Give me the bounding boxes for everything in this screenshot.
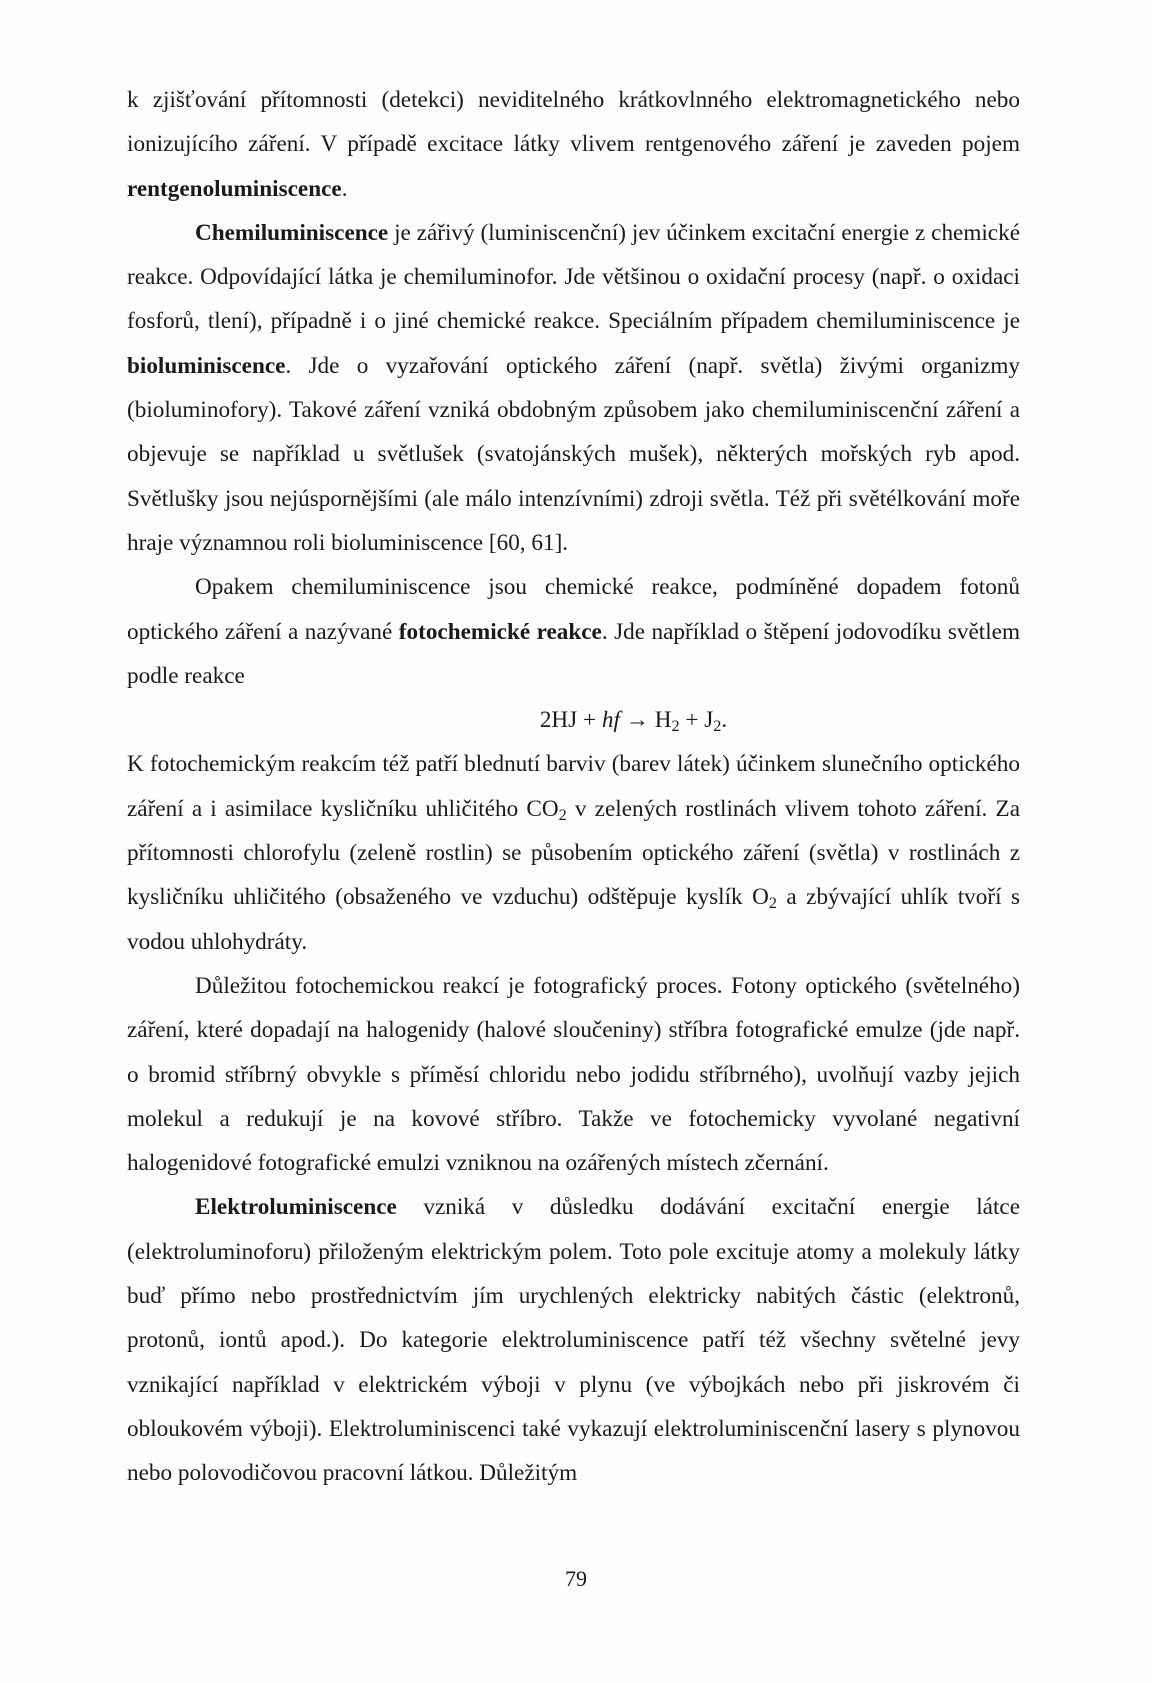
paragraph-chemiluminiscence: [127, 211, 1020, 565]
equation-plus: + J: [679, 707, 714, 734]
term-fotochemicke-reakce: fotochemické reakce: [398, 618, 602, 645]
text-run: vzniká v důsledku dodávání excitační energie látce (elektroluminoforu) přiloženým elektrickým polem. Toto pole excituje atomy a molekuly látky buď přímo nebo prostřednictvím jím urychlených elektricky nabitých částic (elektronů, protonů, iontů apod.). Do kategorie elektroluminiscence patří též všechny světelné jevy vznikající například v elektrickém výboji v plynu (ve výbojkách nebo při jiskrovém či obloukovém výboji). Elektroluminiscenci také vykazují elektroluminiscenční lasery s plynovou nebo polovodičovou pracovní látkou. Důležitým: [127, 1194, 1020, 1487]
body-text: [127, 78, 1020, 1496]
equation-end: .: [721, 707, 728, 734]
paragraph-fotochemicke-reakce: [127, 565, 1020, 698]
text-run: .: [341, 175, 348, 202]
equation-lhs: 2HJ +: [539, 707, 602, 734]
equation-subscript: 2: [671, 717, 680, 736]
subscript: 2: [768, 894, 777, 913]
paragraph-asimilace: [127, 742, 1020, 963]
text-run: k zjišťování přítomnosti (detekci) neviditelného krátkovlnného elektromagnetického nebo ionizujícího záření. V případě excitace látky vlivem rentgenového záření je zaveden pojem: [127, 87, 1020, 158]
equation-subscript: 2: [713, 717, 722, 736]
term-elektroluminiscence: Elektroluminiscence: [195, 1194, 397, 1221]
text-run: Opakem chemiluminiscence jsou chemické reakce, podmíněné dopadem fotonů optického záření a nazývané: [127, 574, 1020, 645]
term-bioluminiscence: bioluminiscence: [127, 352, 286, 379]
equation-arrow: → H: [619, 707, 672, 734]
page-number: 79: [565, 1566, 587, 1591]
reaction-equation: [127, 698, 1020, 742]
text-run: je zářivý (luminiscenční) jev účinkem excitační energie z chemické reakce. Odpovídající látka je chemiluminofor. Jde většinou o oxidační procesy (např. o oxidaci fosforů, tlení), případně i o jiné chemické reakce. Speciálním případem chemiluminiscence je: [127, 219, 1020, 335]
subscript: 2: [558, 805, 567, 824]
text-run: a zbývající uhlík tvoří s vodou uhlohydráty.: [127, 884, 1020, 955]
text-run: Důležitou fotochemickou reakcí je fotografický proces. Fotony optického (světelného) záření, které dopadají na halogenidy (halové sloučeniny) stříbra fotografické emulze (jde např. o bromid stříbrný obvykle s příměsí chloridu nebo jodidu stříbrného), uvolňují vazby jejich molekul a redukují je na kovové stříbro. Takže ve fotochemicky vyvolané negativní halogenidové fotografické emulzi vzniknou na ozářených místech zčernání.: [127, 972, 1020, 1177]
equation-hf: hf: [601, 707, 620, 734]
text-run: . Jde například o štěpení jodovodíku světlem podle reakce: [127, 618, 1020, 689]
term-rentgenoluminiscence: rentgenoluminiscence: [127, 175, 342, 202]
text-run: v zelených rostlinách vlivem tohoto záření. Za přítomnosti chlorofylu (zeleně rostlin) se působením optického záření (světla) v rostlinách z kysličníku uhličitého (obsaženého ve vzduchu) odštěpuje kyslík O: [127, 795, 1020, 911]
paragraph-elektroluminiscence: [127, 1185, 1020, 1495]
text-run: . Jde o vyzařování optického záření (např. světla) živými organizmy (bioluminofory). Takové záření vzniká obdobným způsobem jako chemiluminiscenční záření a objevuje se například u světlušek (svatojánských mušek), některých mořských ryb apod. Světlušky jsou nejúspornějšími (ale málo intenzívními) zdroji světla. Též při světélkování moře hraje významnou roli bioluminiscence [60, 61].: [127, 352, 1020, 556]
text-run: K fotochemickým reakcím též patří blednutí barviv (barev látek) účinkem slunečního optického záření a i asimilace kysličníku uhličitého CO: [127, 751, 1020, 822]
paragraph-fotograficky-proces: [127, 964, 1020, 1185]
term-chemiluminiscence: Chemiluminiscence: [195, 219, 389, 246]
paragraph-rentgenoluminiscence: [127, 78, 1020, 211]
